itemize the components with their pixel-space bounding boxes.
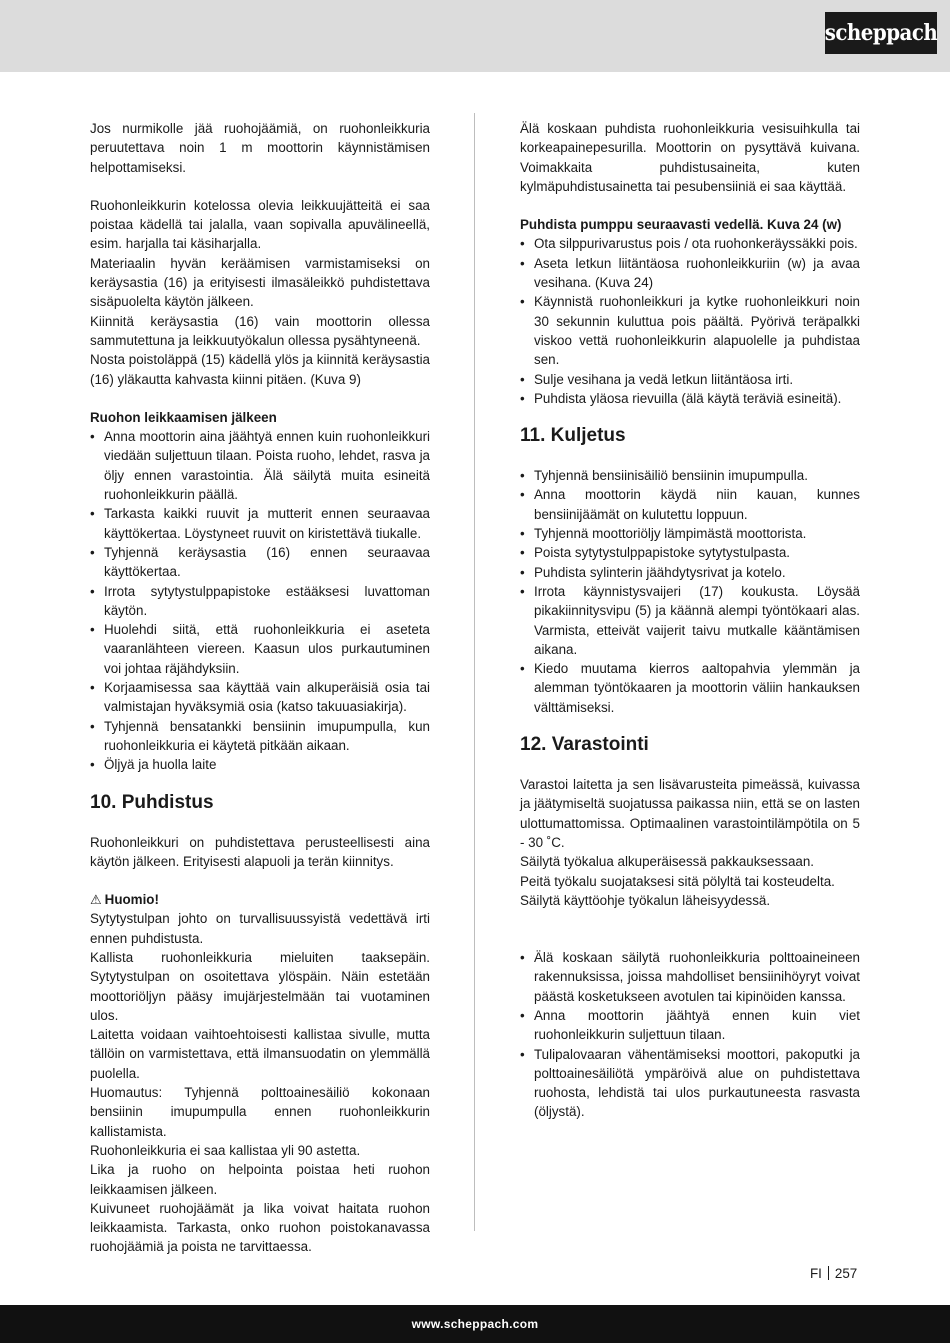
paragraph: Ruohonleikkuria ei saa kallistaa yli 90 astetta. bbox=[90, 1142, 361, 1158]
list-item: • Tarkasta kaikki ruuvit ja mutterit ennen seuraavaa käyttökertaa. Löystyneet ruuvit on kiristettävä tiukalle. bbox=[90, 504, 430, 543]
list-item: • Poista sytytystulppapistoke sytytystulpasta. bbox=[520, 543, 860, 562]
paragraph: Varastoi laitetta ja sen lisävarusteita pimeässä, kuivassa ja jäätymiseltä suojatussa paikassa niin, että se on lasten ulottumattomissa. Optimaalinen varastointilämpötila on 5 - 30 ˚C. bbox=[520, 777, 860, 850]
list-item: • Korjaamisessa saa käyttää vain alkuperäisiä osia tai valmistajan hyväksymiä osia (katso takuuasiakirja). bbox=[90, 678, 430, 717]
list-item: • Älä koskaan säilytä ruohonleikkuria polttoaineineen rakennuksissa, joissa mahdolliset bensiinihöyryt voivat päästä kosketukseen avotulen tai kipinöiden kanssa. bbox=[520, 948, 860, 1006]
list-item: • Aseta letkun liitäntäosa ruohonleikkuriin (w) ja avaa vesihana. (Kuva 24) bbox=[520, 254, 860, 293]
list-item: • Anna moottorin käydä niin kauan, kunnes bensiinijäämät on kulutettu loppuun. bbox=[520, 485, 860, 524]
page-number-value: 257 bbox=[834, 1266, 858, 1281]
left-column bbox=[90, 119, 430, 1257]
paragraph: Sytytystulpan johto on turvallisuussyistä vedettävä irti ennen puhdistusta. bbox=[90, 911, 430, 946]
paragraph: Materiaalin hyvän keräämisen varmistamiseksi on keräysastia (16) ja erityisesti ilmasäleikkö puhdistettava sisäpuolelta käytön jälkeen. bbox=[90, 255, 430, 310]
page-number-separator bbox=[828, 1266, 829, 1280]
section-10-heading: 10. Puhdistus bbox=[90, 791, 214, 813]
paragraph: Kallista ruohonleikkuria mieluiten taaksepäin. Sytytystulpan on osoitettava ylöspäin. Näin estetään moottoriöljyn pääsy imujärjestelmään tai vuotaminen ulos. bbox=[90, 949, 430, 1023]
list-item: • Anna moottorin jäähtyä ennen kuin viet ruohonleikkurin suljettuun tilaan. bbox=[520, 1006, 860, 1045]
right-column bbox=[520, 119, 860, 1122]
list-item: • Irrota sytytystulppapistoke estääksesi luvattoman käytön. bbox=[90, 582, 430, 621]
paragraph: Älä koskaan puhdista ruohonleikkuria vesisuihkulla tai korkeapainepesurilla. Moottorin on pysyttävä kuivana. Voimakkaita puhdistusaineita, kuten kylmäpuhdistusainetta tai pesubensiiniä ei saa käyttää. bbox=[520, 121, 860, 194]
paragraph: Kuivuneet ruohojäämät ja lika voivat haitata ruohon leikkaamista. Tarkasta, onko ruohon poistokanavassa ruohojäämiä ja poista ne tarvittaessa. bbox=[90, 1200, 430, 1255]
paragraph: Jos nurmikolle jää ruohojäämiä, on ruohonleikkuria peruutettava noin 1 m moottorin käynnistämisen helpottamiseksi. bbox=[90, 121, 430, 175]
paragraph: Säilytä työkalua alkuperäisessä pakkauksessaan. bbox=[520, 854, 815, 870]
paragraph: Kiinnitä keräysastia (16) vain moottorin ollessa sammutettuna ja leikkuutyökalun ollessa pysähtyneenä. bbox=[90, 313, 430, 348]
list-item: • Tulipalovaaran vähentämiseksi moottori, pakoputki ja polttoainesäiliötä ympäröivä alue on puhdistettava ruohosta, lehdistä tai ulos purkautuneesta rasvasta (öljystä). bbox=[520, 1045, 860, 1122]
list-item: • Kiedo muutama kierros aaltopahvia ylemmän ja alemman työntökaaren ja moottorin väliin hankauksen välttämiseksi. bbox=[520, 659, 860, 717]
list-item: • Tyhjennä moottoriöljy lämpimästä moottorista. bbox=[520, 524, 860, 543]
storage-list bbox=[520, 948, 860, 1122]
list-item: • Ota silppurivarustus pois / ota ruohonkeräyssäkki pois. bbox=[520, 234, 860, 253]
list-item: • Käynnistä ruohonleikkuri ja kytke ruohonleikkuri noin 30 sekunnin kuluttua pois päältä. Pyörivä teräpalkki viskoo vettä ruohonleikkurin alapuolelle ja puhdistaa sen. bbox=[520, 292, 860, 369]
list-item: • Huolehdi siitä, että ruohonleikkuria ei aseteta vaaranlähteen viereen. Kaasun ulos purkautuminen voi johtaa räjähdyksiin. bbox=[90, 620, 430, 678]
page-language: FI bbox=[810, 1266, 822, 1281]
list-item: • Tyhjennä bensiinisäiliö bensiinin imupumpulla. bbox=[520, 466, 860, 485]
paragraph: Säilytä käyttöohje työkalun läheisyydessä. bbox=[520, 892, 771, 908]
warning-heading bbox=[90, 890, 430, 909]
paragraph: Laitetta voidaan vaihtoehtoisesti kallistaa sivulle, mutta tällöin on varmistettava, että ilmansuodatin on ylemmällä puolella. bbox=[90, 1027, 430, 1081]
after-mowing-list bbox=[90, 427, 430, 774]
list-item: • Puhdista yläosa rievuilla (älä käytä teräviä esineitä). bbox=[520, 389, 860, 408]
section-12-heading: 12. Varastointi bbox=[520, 734, 649, 756]
warning-title: Huomio! bbox=[104, 892, 159, 908]
list-item: • Tyhjennä bensatankki bensiinin imupumpulla, kun ruohonleikkuria ei käytetä pitkään aikaan. bbox=[90, 717, 430, 756]
list-item: • Irrota käynnistysvaijeri (17) koukusta. Löysää pikakiinnitysvipu (5) ja käännä alempi työntökaari alas. Varmista, etteivät vaijerit taivu mutkalle kääntämisen aikana. bbox=[520, 582, 860, 659]
section-11-heading: 11. Kuljetus bbox=[520, 425, 626, 447]
list-item: • Anna moottorin aina jäähtyä ennen kuin ruohonleikkuri viedään suljettuun tilaan. Poista ruoho, lehdet, rasva ja öljy ennen varastointia. Älä säilytä muita esineitä ruohonleikkurin päällä. bbox=[90, 427, 430, 504]
column-divider bbox=[474, 113, 475, 1231]
list-item: • Sulje vesihana ja vedä letkun liitäntäosa irti. bbox=[520, 370, 860, 389]
header-bar bbox=[0, 0, 950, 72]
paragraph: Ruohonleikkuri on puhdistettava perusteellisesti aina käytön jälkeen. Erityisesti alapuoli ja terän kiinnitys. bbox=[90, 834, 430, 869]
paragraph: Nosta poistoläppä (15) kädellä ylös ja kiinnitä keräysastia (16) yläkautta kahvasta kiinni pitäen. (Kuva 9) bbox=[90, 352, 430, 387]
scheppach-logo: scheppach bbox=[825, 12, 937, 54]
pump-list bbox=[520, 234, 860, 408]
paragraph: Huomautus: Tyhjennä polttoainesäiliö kokonaan bensiinin imupumpulla ennen ruohonleikkurin kallistamista. bbox=[90, 1085, 430, 1139]
paragraph: Ruohonleikkurin kotelossa olevia leikkuujätteitä ei saa poistaa kädellä tai jalalla, vaan sopivalla apuvälineellä, esim. harjalla tai käsiharjalla. bbox=[90, 197, 430, 252]
footer-url: www.scheppach.com bbox=[411, 1317, 539, 1331]
list-item: • Tyhjennä keräysastia (16) ennen seuraavaa käyttökertaa. bbox=[90, 543, 430, 582]
list-item: • Öljyä ja huolla laite bbox=[90, 755, 430, 774]
transport-list bbox=[520, 466, 860, 717]
footer-bar bbox=[0, 1305, 950, 1343]
list-item: • Puhdista sylinterin jäähdytysrivat ja kotelo. bbox=[520, 563, 860, 582]
page-number bbox=[810, 1266, 857, 1281]
paragraph: Lika ja ruoho on helpointa poistaa heti ruohon leikkaamisen jälkeen. bbox=[90, 1162, 430, 1197]
subheading-after-mowing: Ruohon leikkaamisen jälkeen bbox=[90, 409, 277, 425]
subheading-pump: Puhdista pumppu seuraavasti vedellä. Kuva 24 (w) bbox=[520, 217, 842, 233]
warning-triangle-icon: ⚠ bbox=[90, 892, 102, 908]
paragraph: Peitä työkalu suojataksesi sitä pölyltä tai kosteudelta. bbox=[520, 873, 835, 889]
